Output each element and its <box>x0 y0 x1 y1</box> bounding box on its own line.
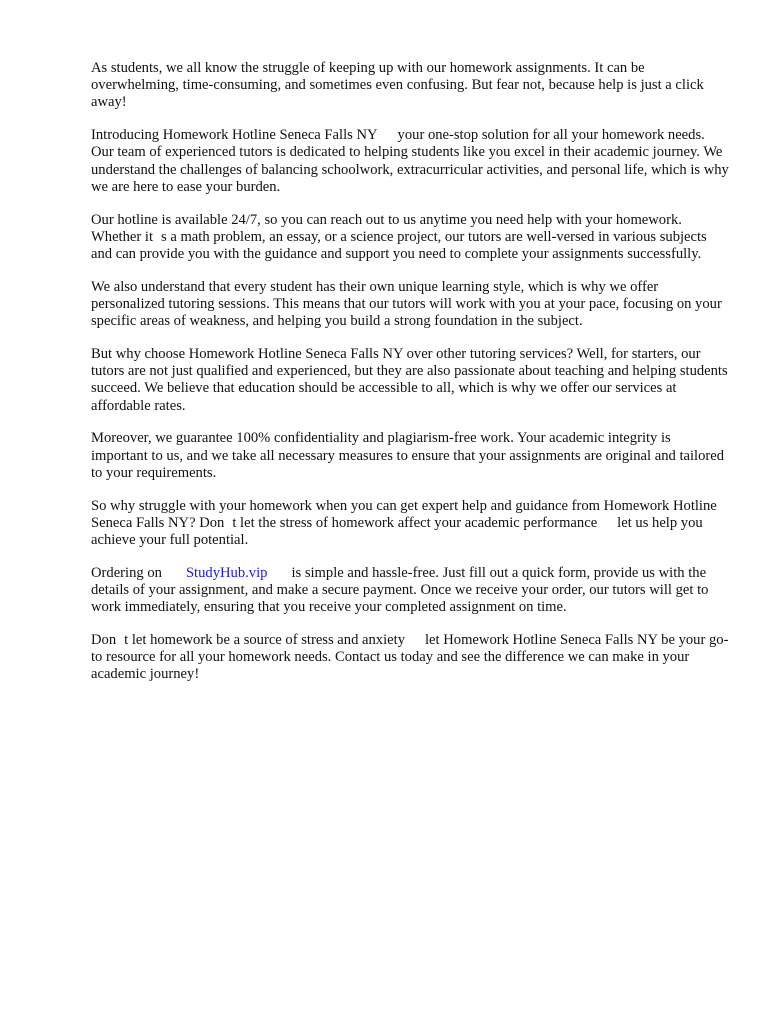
studyhub-link[interactable]: StudyHub.vip <box>185 564 268 581</box>
paragraph-text: Introducing Homework Hotline Seneca Falls NY <box>91 127 378 144</box>
paragraph-why-struggle <box>91 498 731 550</box>
paragraph-closing <box>91 632 731 684</box>
paragraph-text: t let homework be a source of stress and anxiety <box>124 632 405 649</box>
paragraph-text: your one-stop solution for all your homework needs. Our team of experienced tutors is dedicated to helping students like you excel in their academic journey. We understand the challenges of balancing schoolwork, extracurricular activities, and personal life, which is why we are here to ease your burden. <box>91 127 729 195</box>
paragraph-text: We also understand that every student has their own unique learning style, which is why we offer personalized tutoring sessions. This means that our tutors will work with you at your pace, focusing on your specific areas of weakness, and helping you build a strong foundation in the subject. <box>91 278 722 330</box>
paragraph-introducing <box>91 127 731 196</box>
document-page <box>91 60 731 699</box>
paragraph-text: Our hotline is available 24/7, so you can reach out to us anytime you need help with your homework. Whether it <box>91 211 682 245</box>
paragraph-text: is simple and hassle-free. Just fill out a quick form, provide us with the details of your assignment, and make a secure payment. Once we receive your order, our tutors will get to work immediately, ensuring that you receive your completed assignment on time. <box>91 564 709 616</box>
paragraph-text: s a math problem, an essay, or a science project, our tutors are well-versed in various subjects and can provide you with the guidance and support you need to complete your assignments successfully. <box>91 228 707 263</box>
paragraph-text: So why struggle with your homework when you can get expert help and guidance from Homework Hotline Seneca Falls NY? Don <box>91 497 717 531</box>
paragraph-text: Moreover, we guarantee 100% confidentiality and plagiarism-free work. Your academic integrity is important to us, and we take all necessary measures to ensure that your assignments are original and tailored to your requirements. <box>91 430 725 481</box>
paragraph-text: t let the stress of homework affect your academic performance <box>232 514 598 531</box>
paragraph-ordering <box>91 565 731 617</box>
paragraph-hotline-availability <box>91 212 731 264</box>
paragraph-text: Ordering on <box>91 564 162 581</box>
paragraph-why-choose <box>91 346 731 415</box>
paragraph-learning-style <box>91 279 731 331</box>
paragraph-intro <box>91 60 731 112</box>
paragraph-text: Don <box>91 632 117 649</box>
paragraph-confidentiality <box>91 430 731 482</box>
paragraph-text: As students, we all know the struggle of keeping up with our homework assignments. It can be overwhelming, time-consuming, and sometimes even confusing. But fear not, because help is just a click away! <box>91 60 704 111</box>
paragraph-text: But why choose Homework Hotline Seneca Falls NY over other tutoring services? Well, for starters, our tutors are not just qualified and experienced, but they are also passionate about teaching and helping students succeed. We believe that education should be accessible to all, which is why we offer our services at affordable rates. <box>91 346 728 414</box>
paragraph-text: let Homework Hotline Seneca Falls NY be your go-to resource for all your homework needs. Contact us today and see the difference we can make in your academic journey! <box>91 632 729 683</box>
paragraph-text: let us help you achieve your full potential. <box>91 514 703 549</box>
